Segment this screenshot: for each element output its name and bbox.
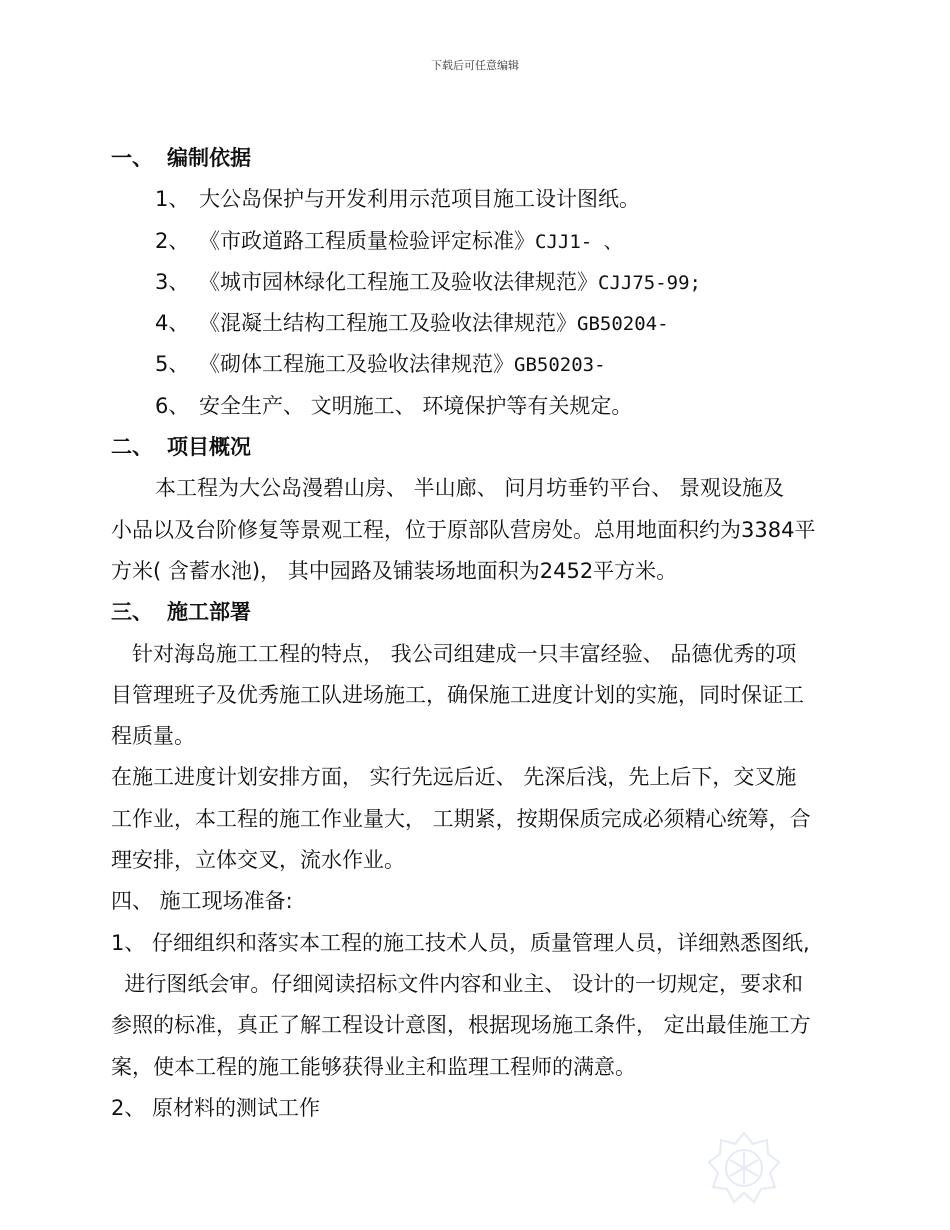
basis-item-5-code: GB50203- bbox=[514, 354, 606, 377]
section-3-heading bbox=[111, 592, 863, 633]
basis-item-2 bbox=[111, 221, 863, 262]
basis-item-6 bbox=[111, 386, 863, 427]
deployment-para2-line-1: 在施工进度计划安排方面， 实行先远后近、 先深后浅，先上后下，交叉施 bbox=[111, 765, 797, 790]
basis-item-6-text: 安全生产、 文明施工、 环境保护等有关规定。 bbox=[199, 393, 633, 418]
overview-line-1: 本工程为大公岛漫碧山房、 半山廊、 问月坊垂钓平台、 景观设施及 bbox=[155, 476, 785, 501]
overview-line-2: 小品以及台阶修复等景观工程，位于原部队营房处。总用地面积约为3384平 bbox=[111, 517, 816, 542]
basis-item-3 bbox=[111, 262, 863, 303]
basis-item-4 bbox=[111, 303, 863, 344]
basis-item-4-text: 《混凝土结构工程施工及验收法律规范》 bbox=[199, 311, 577, 336]
section-2-heading bbox=[111, 427, 863, 468]
prep-item1-line-1: 1、 仔细组织和落实本工程的施工技术人员，质量管理人员，详细熟悉图纸, bbox=[111, 930, 810, 955]
basis-item-1-number: 1、 bbox=[155, 187, 190, 212]
deployment-para1-line-1: 针对海岛施工工程的特点， 我公司组建成一只丰富经验、 品德优秀的项 bbox=[132, 641, 797, 666]
prep-item1-line-2: 进行图纸会审。仔细阅读招标文件内容和业主、 设计的一切规定，要求和 bbox=[111, 971, 804, 996]
prep-item1-line-4: 案，使本工程的施工能够获得业主和监理工程师的满意。 bbox=[111, 1054, 636, 1079]
basis-item-5-text: 《砌体工程施工及验收法律规范》 bbox=[199, 352, 514, 377]
section-2-title: 项目概况 bbox=[167, 435, 251, 460]
deployment-para1-line-2: 目管理班子及优秀施工队进场施工，确保施工进度计划的实施，同时保证工 bbox=[111, 682, 804, 707]
section-1-number: 一、 bbox=[111, 146, 153, 170]
document-body bbox=[111, 138, 863, 1129]
basis-item-3-number: 3、 bbox=[155, 269, 190, 294]
overview-line-3: 方米( 含蓄水池)， 其中园路及铺装场地面积为2452平方米。 bbox=[111, 558, 678, 583]
snowflake-seal-icon bbox=[706, 1130, 782, 1206]
section-3-title: 施工部署 bbox=[167, 600, 251, 625]
page-header: 下载后可任意编辑 bbox=[431, 59, 519, 72]
basis-item-3-code: CJJ75-99; bbox=[598, 271, 701, 294]
section-2-number: 二、 bbox=[111, 435, 153, 460]
deployment-para2-line-3: 理安排，立体交叉，流水作业。 bbox=[111, 848, 405, 873]
basis-item-2-code: CJJ1- 、 bbox=[535, 230, 623, 253]
basis-item-6-number: 6、 bbox=[155, 393, 190, 418]
basis-item-3-text: 《城市园林绿化工程施工及验收法律规范》 bbox=[199, 269, 598, 294]
basis-item-4-number: 4、 bbox=[155, 311, 190, 336]
prep-item2: 2、 原材料的测试工作 bbox=[111, 1095, 321, 1120]
basis-item-5-number: 5、 bbox=[155, 352, 190, 377]
section-4-heading: 四、 施工现场准备: bbox=[111, 889, 293, 914]
section-1-title: 编制依据 bbox=[167, 146, 251, 170]
deployment-para2-line-2: 工作业，本工程的施工作业量大， 工期紧，按期保质完成必须精心统筹，合 bbox=[111, 806, 811, 831]
basis-item-2-text: 《市政道路工程质量检验评定标准》 bbox=[199, 228, 535, 253]
basis-item-4-code: GB50204- bbox=[577, 313, 669, 336]
section-1-heading bbox=[111, 138, 863, 179]
basis-item-1 bbox=[111, 179, 863, 220]
basis-item-2-number: 2、 bbox=[155, 228, 190, 253]
section-3-number: 三、 bbox=[111, 600, 153, 625]
basis-item-5 bbox=[111, 344, 863, 385]
deployment-para1-line-3: 程质量。 bbox=[111, 724, 195, 749]
basis-item-1-text: 大公岛保护与开发利用示范项目施工设计图纸。 bbox=[199, 187, 640, 212]
prep-item1-line-3: 参照的标准，真正了解工程设计意图，根据现场施工条件， 定出最佳施工方 bbox=[111, 1013, 811, 1038]
